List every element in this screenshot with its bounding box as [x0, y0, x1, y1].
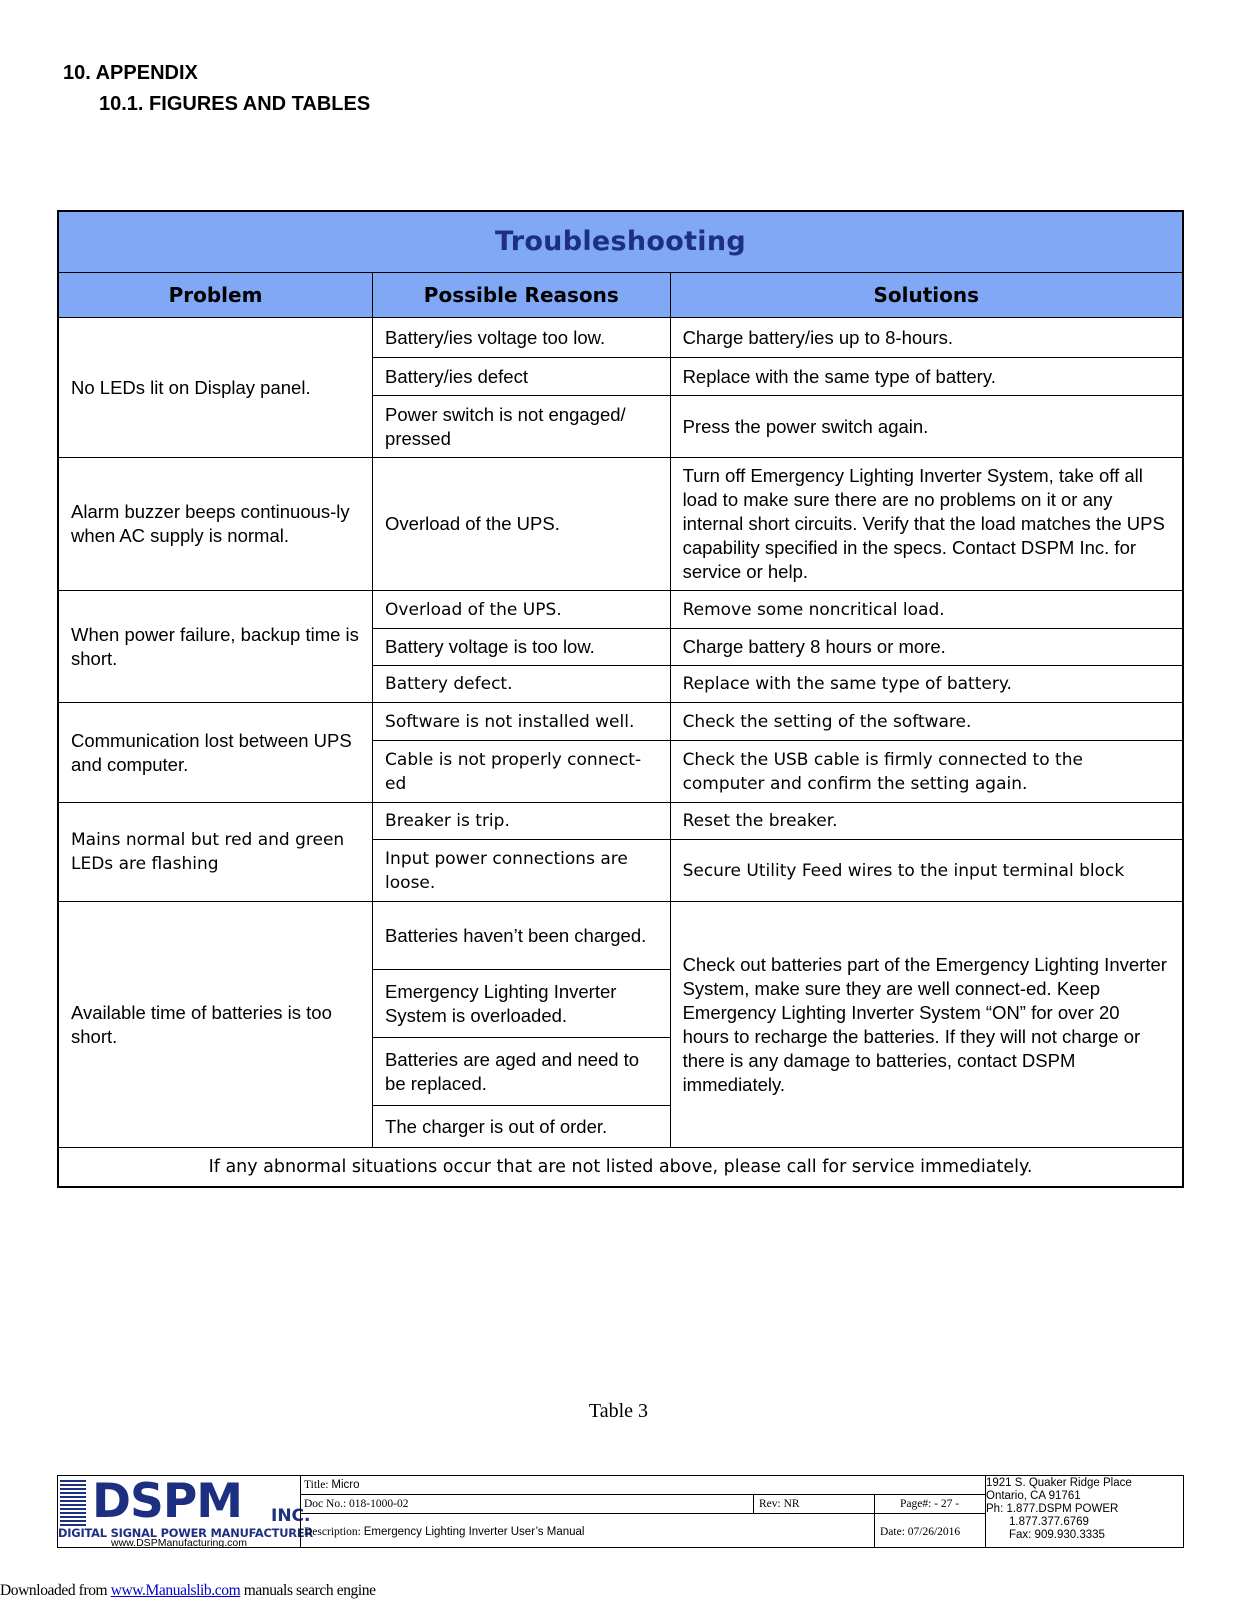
reason-cell: Software is not installed well.	[373, 703, 671, 741]
doc-number-value: 018-1000-02	[349, 1498, 409, 1510]
solution-cell: Secure Utility Feed wires to the input terminal block	[670, 840, 1183, 902]
solution-cell: Remove some noncritical load.	[670, 591, 1183, 629]
revision-field: Rev: NR	[759, 1498, 800, 1510]
reason-cell: Battery/ies voltage too low.	[373, 318, 671, 358]
reason-cell: Battery/ies defect	[373, 358, 671, 396]
solution-cell: Check the USB cable is firmly connected to the computer and confirm the setting again.	[670, 741, 1183, 803]
page-field: Page#: - 27 -	[900, 1498, 960, 1510]
subsection-heading: 10.1. FIGURES AND TABLES	[99, 93, 371, 115]
page-value: - 27 -	[934, 1498, 960, 1510]
solution-cell: Replace with the same type of battery.	[670, 666, 1183, 703]
column-header-solutions: Solutions	[670, 273, 1183, 318]
solution-cell: Replace with the same type of battery.	[670, 358, 1183, 396]
title-value: Micro	[331, 1479, 360, 1491]
doc-number-field: Doc No.: 018-1000-02	[304, 1498, 409, 1510]
reason-cell: Power switch is not engaged/ pressed	[373, 396, 671, 458]
reason-cell: The charger is out of order.	[373, 1106, 671, 1148]
company-address: 1921 S. Quaker Ridge Place Ontario, CA 91761 Ph: 1.877.DSPM POWER 1.877.377.6769 Fax: 909.930.3335	[986, 1477, 1132, 1541]
reason-cell: Input power connections are loose.	[373, 840, 671, 902]
logo-bars-icon	[60, 1480, 86, 1526]
section-heading: 10. APPENDIX	[63, 62, 198, 84]
reason-cell: Batteries are aged and need to be replaced.	[373, 1038, 671, 1106]
solution-cell: Charge battery 8 hours or more.	[670, 629, 1183, 666]
description-value: Emergency Lighting Inverter User’s Manual	[363, 1526, 585, 1538]
title-block	[57, 1475, 1184, 1548]
reason-cell: Battery defect.	[373, 666, 671, 703]
logo-name: DSPM	[92, 1474, 243, 1529]
solution-cell: Charge battery/ies up to 8-hours.	[670, 318, 1183, 358]
logo-subtitle: DIGITAL SIGNAL POWER MANUFACTURER	[58, 1526, 314, 1540]
troubleshooting-table	[57, 210, 1184, 1188]
table-footer-note: If any abnormal situations occur that are not listed above, please call for service immediately.	[58, 1148, 1183, 1188]
problem-cell: Mains normal but red and green LEDs are flashing	[58, 803, 373, 902]
download-line: Downloaded from www.Manualslib.com manuals search engine	[0, 1582, 376, 1599]
problem-cell: Communication lost between UPS and computer.	[58, 703, 373, 803]
reason-cell: Batteries haven’t been charged.	[373, 902, 671, 970]
problem-cell: Alarm buzzer beeps continuous-ly when AC supply is normal.	[58, 458, 373, 591]
logo-inc: INC.	[271, 1506, 311, 1526]
reason-cell: Battery voltage is too low.	[373, 629, 671, 666]
solution-cell: Check the setting of the software.	[670, 703, 1183, 741]
column-header-reasons: Possible Reasons	[373, 273, 671, 318]
reason-cell: Emergency Lighting Inverter System is overloaded.	[373, 970, 671, 1038]
solution-cell: Press the power switch again.	[670, 396, 1183, 458]
manualslib-link[interactable]: www.Manualslib.com	[110, 1582, 241, 1599]
reason-cell: Overload of the UPS.	[373, 458, 671, 591]
table-caption: Table 3	[588, 1400, 649, 1422]
reason-cell: Breaker is trip.	[373, 803, 671, 840]
problem-cell: No LEDs lit on Display panel.	[58, 318, 373, 458]
solution-cell: Turn off Emergency Lighting Inverter System, take off all load to make sure there are no problems on it or any internal short circuits. Verify that the load matches the UPS capability specified in the specs. Contact DSPM Inc. for service or help.	[670, 458, 1183, 591]
description-field: Description: Emergency Lighting Inverter User’s Manual	[304, 1526, 585, 1538]
solution-cell: Reset the breaker.	[670, 803, 1183, 840]
title-field: Title: Micro	[304, 1479, 360, 1491]
reason-cell: Cable is not properly connect-ed	[373, 741, 671, 803]
revision-value: NR	[783, 1498, 800, 1510]
problem-cell: When power failure, backup time is short.	[58, 591, 373, 703]
logo-url: www.DSPManufacturing.com	[111, 1537, 247, 1549]
column-header-problem: Problem	[58, 273, 373, 318]
company-logo	[58, 1474, 314, 1549]
date-field: Date: 07/26/2016	[880, 1526, 961, 1538]
table-title: Troubleshooting	[58, 211, 1183, 273]
solution-cell: Check out batteries part of the Emergency Lighting Inverter System, make sure they are well connect-ed. Keep Emergency Lighting Inverter System “ON” for over 20 hours to recharge the batteries. If they will not charge or there is any damage to batteries, contact DSPM immediately.	[670, 902, 1183, 1148]
date-value: 07/26/2016	[907, 1526, 961, 1538]
problem-cell: Available time of batteries is too short.	[58, 902, 373, 1148]
reason-cell: Overload of the UPS.	[373, 591, 671, 629]
